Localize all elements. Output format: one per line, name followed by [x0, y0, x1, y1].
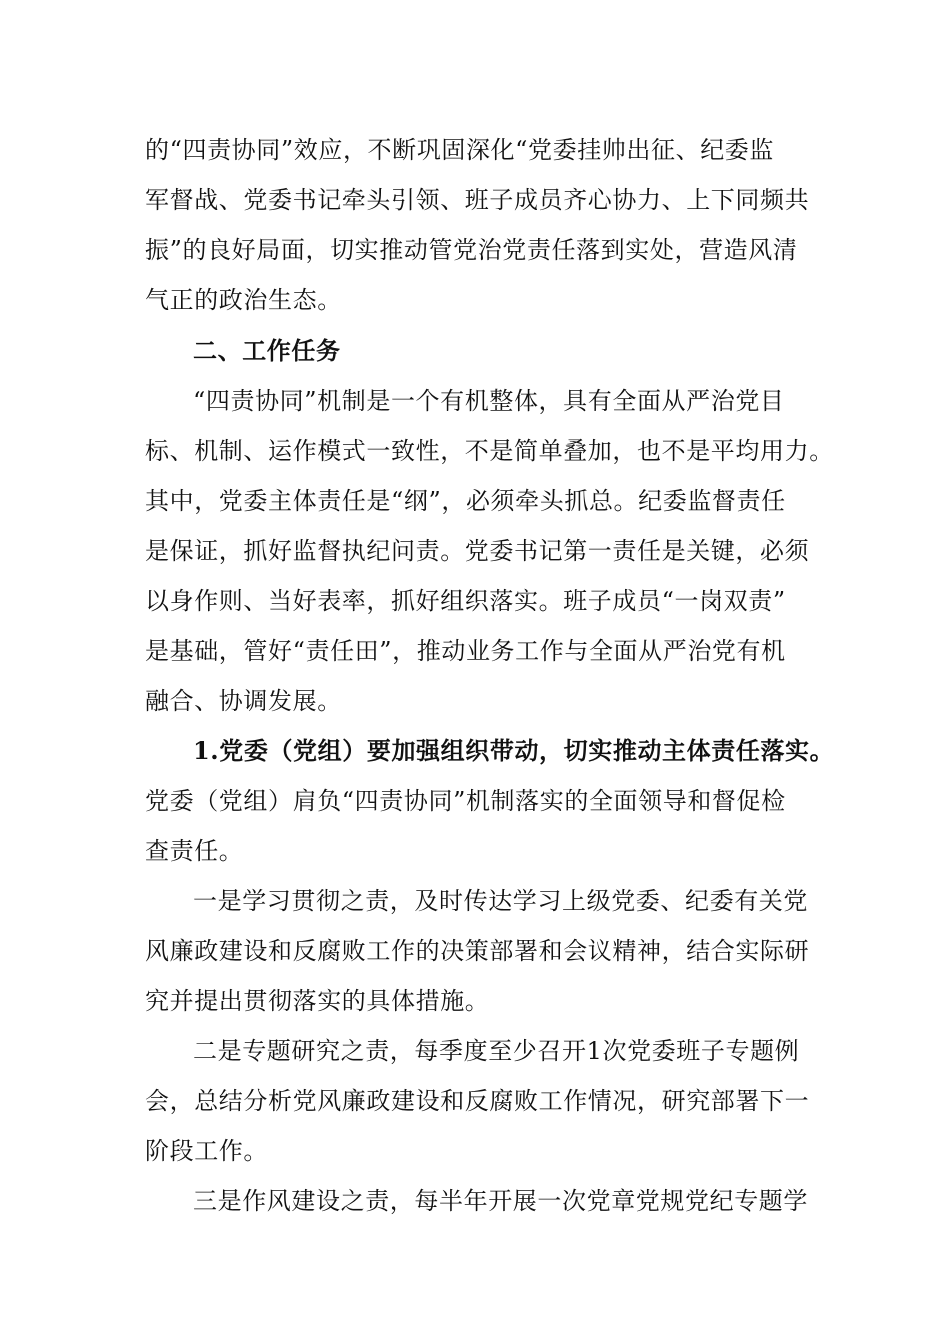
- section-heading: 二、工作任务: [193, 337, 341, 365]
- body-text-line: 振”的良好局面，切实推动管党治党责任落到实处，营造风清: [145, 236, 798, 264]
- body-text-line: 究并提出贯彻落实的具体措施。: [145, 987, 490, 1015]
- body-text-line: 是保证，抓好监督执纪问责。党委书记第一责任是关键，必须: [145, 537, 810, 565]
- body-text-line: 风廉政建设和反腐败工作的决策部署和会议精神，结合实际研: [145, 937, 810, 965]
- body-text-line: 气正的政治生态。: [145, 286, 342, 314]
- body-text-line: 查责任。: [145, 837, 244, 865]
- body-text-line: 会，总结分析党风廉政建设和反腐败工作情况，研究部署下一: [145, 1087, 810, 1115]
- body-text-line: 以身作则、当好表率，抓好组织落实。班子成员“一岗双责”: [145, 587, 786, 615]
- body-text-line: “四责协同”机制是一个有机整体，具有全面从严治党目: [193, 387, 785, 415]
- body-text-line: 三是作风建设之责，每半年开展一次党章党规党纪专题学: [193, 1187, 808, 1215]
- body-text-line: 一是学习贯彻之责，及时传达学习上级党委、纪委有关党: [193, 887, 808, 915]
- subsection-heading: 1.党委（党组）要加强组织带动，切实推动主体责任落实。: [193, 736, 835, 765]
- body-text-line: 二是专题研究之责，每季度至少召开1次党委班子专题例: [193, 1037, 800, 1065]
- body-text-line: 是基础，管好“责任田”，推动业务工作与全面从严治党有机: [145, 637, 786, 665]
- body-text-line: 的“四责协同”效应，不断巩固深化“党委挂帅出征、纪委监: [145, 136, 775, 164]
- body-text-line: 阶段工作。: [145, 1137, 268, 1165]
- body-text-line: 军督战、党委书记牵头引领、班子成员齐心协力、上下同频共: [145, 186, 810, 214]
- body-text-line: 党委（党组）肩负“四责协同”机制落实的全面领导和督促检: [145, 787, 786, 815]
- body-text-line: 融合、协调发展。: [145, 687, 342, 715]
- body-text-line: 其中，党委主体责任是“纲”，必须牵头抓总。纪委监督责任: [145, 487, 786, 515]
- body-text-line: 标、机制、运作模式一致性，不是简单叠加，也不是平均用力。: [145, 437, 834, 465]
